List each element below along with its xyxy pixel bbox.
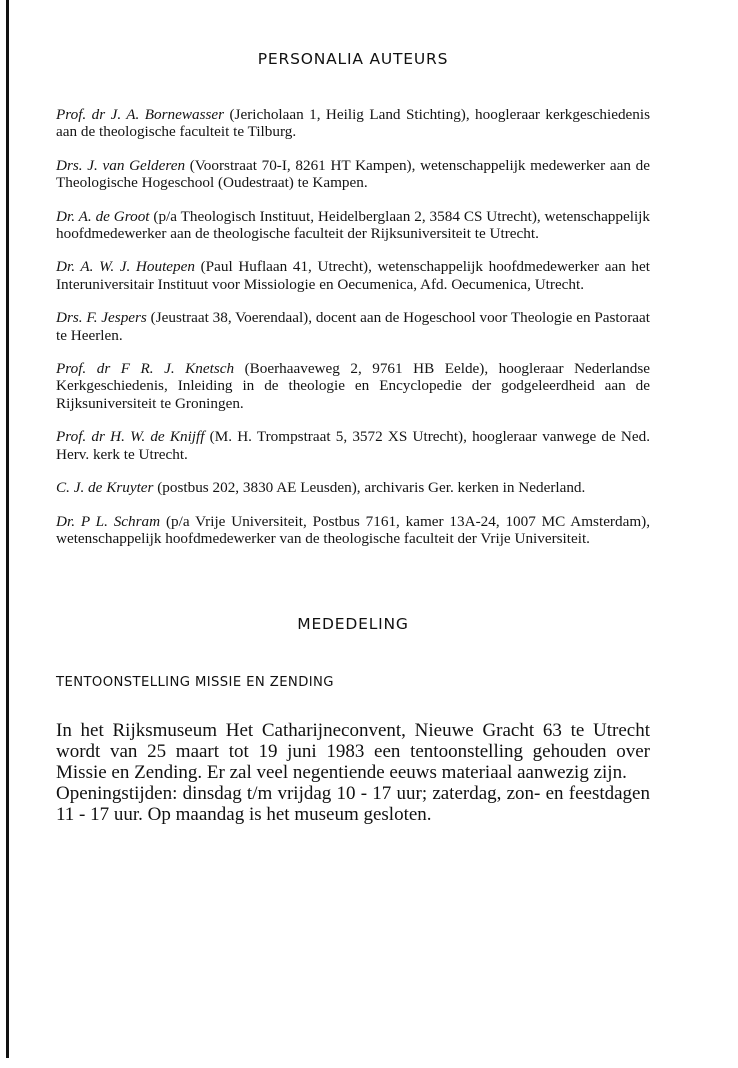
author-name: Dr. P L. Schram [56,512,161,530]
announcement-body [56,720,650,825]
author-entry-schram [56,513,650,548]
author-entry-van-gelderen [56,157,650,192]
author-details: (postbus 202, 3830 AE Leusden), archivaris Ger. kerken in Nederland. [153,479,586,497]
announcement-paragraph-opening-hours: Openingstijden: dinsdag t/m vrijdag 10 - 17 uur; zaterdag, zon- en feestdagen 11 - 17 uur. Op maandag is het museum gesloten. [56,783,650,826]
author-details: (Boerhaaveweg 2, 9761 HB Eelde), hoogleraar Nederlandse Kerkgeschiedenis, Inleiding in de theologie en Encyclopedie der godgeleerdheid aan de Rijksuniversiteit te Groningen. [56,360,650,412]
author-details: (Paul Huflaan 41, Utrecht), wetenschappelijk hoofdmedewerker aan het Interuniversitair Instituut voor Missiologie en Oecumenica, Afd. Oecumenica, Utrecht. [56,258,650,293]
author-name: C. J. de Kruyter [56,479,154,497]
author-name: Prof. dr F R. J. Knetsch [56,360,235,378]
author-entry-knetsch [56,360,650,412]
announcement-subtitle: TENTOONSTELLING MISSIE EN ZENDING [56,675,334,691]
author-name: Dr. A. de Groot [56,207,150,225]
author-details: (p/a Theologisch Instituut, Heidelberglaan 2, 3584 CS Utrecht), wetenschappelijk hoofdmedewerker aan de theologische faculteit der Rijksuniversiteit te Utrecht. [56,207,650,243]
announcement-section [56,615,650,825]
author-name: Dr. A. W. J. Houtepen [56,258,195,276]
author-details: (p/a Vrije Universiteit, Postbus 7161, kamer 13A-24, 1007 MC Amsterdam), wetenschappelijk hoofdmedewerker van de theologische faculteit der Vrije Universiteit. [56,512,650,547]
author-name: Prof. dr H. W. de Knijff [56,428,205,446]
page-content [56,50,650,825]
author-details: (Jeustraat 38, Voerendaal), docent aan de Hogeschool voor Theologie en Pastoraat te Heerlen. [56,309,651,344]
author-name: Prof. dr J. A. Bornewasser [56,106,225,123]
section-title: PERSONALIA AUTEURS [257,50,449,68]
author-entry-de-groot [56,208,650,243]
author-entry-bornewasser [56,106,650,141]
author-details: (M. H. Trompstraat 5, 3572 XS Utrecht), hoogleraar vanwege de Ned. Herv. kerk te Utrecht. [56,428,651,463]
author-entry-houtepen [56,258,650,293]
page-edge-line [6,0,9,1058]
author-entry-de-kruyter [56,479,650,496]
author-entry-de-knijff [56,428,650,463]
author-name: Drs. F. Jespers [56,309,147,327]
announcement-title: MEDEDELING [297,615,409,634]
author-name: Drs. J. van Gelderen [56,156,186,174]
author-list [56,106,650,547]
author-details: (Jericholaan 1, Heilig Land Stichting), hoogleraar kerkgeschiedenis aan de theologische faculteit te Tilburg. [56,106,650,141]
author-entry-jespers [56,309,650,344]
author-details: (Voorstraat 70-I, 8261 HT Kampen), wetenschappelijk medewerker aan de Theologische Hogeschool (Oudestraat) te Kampen. [56,156,651,192]
announcement-paragraph-exhibition: In het Rijksmuseum Het Catharijneconvent, Nieuwe Gracht 63 te Utrecht wordt van 25 maart tot 19 juni 1983 een tentoonstelling gehouden over Missie en Zending. Er zal veel negentiende eeuws materiaal aanwezig zijn. [56,720,650,784]
